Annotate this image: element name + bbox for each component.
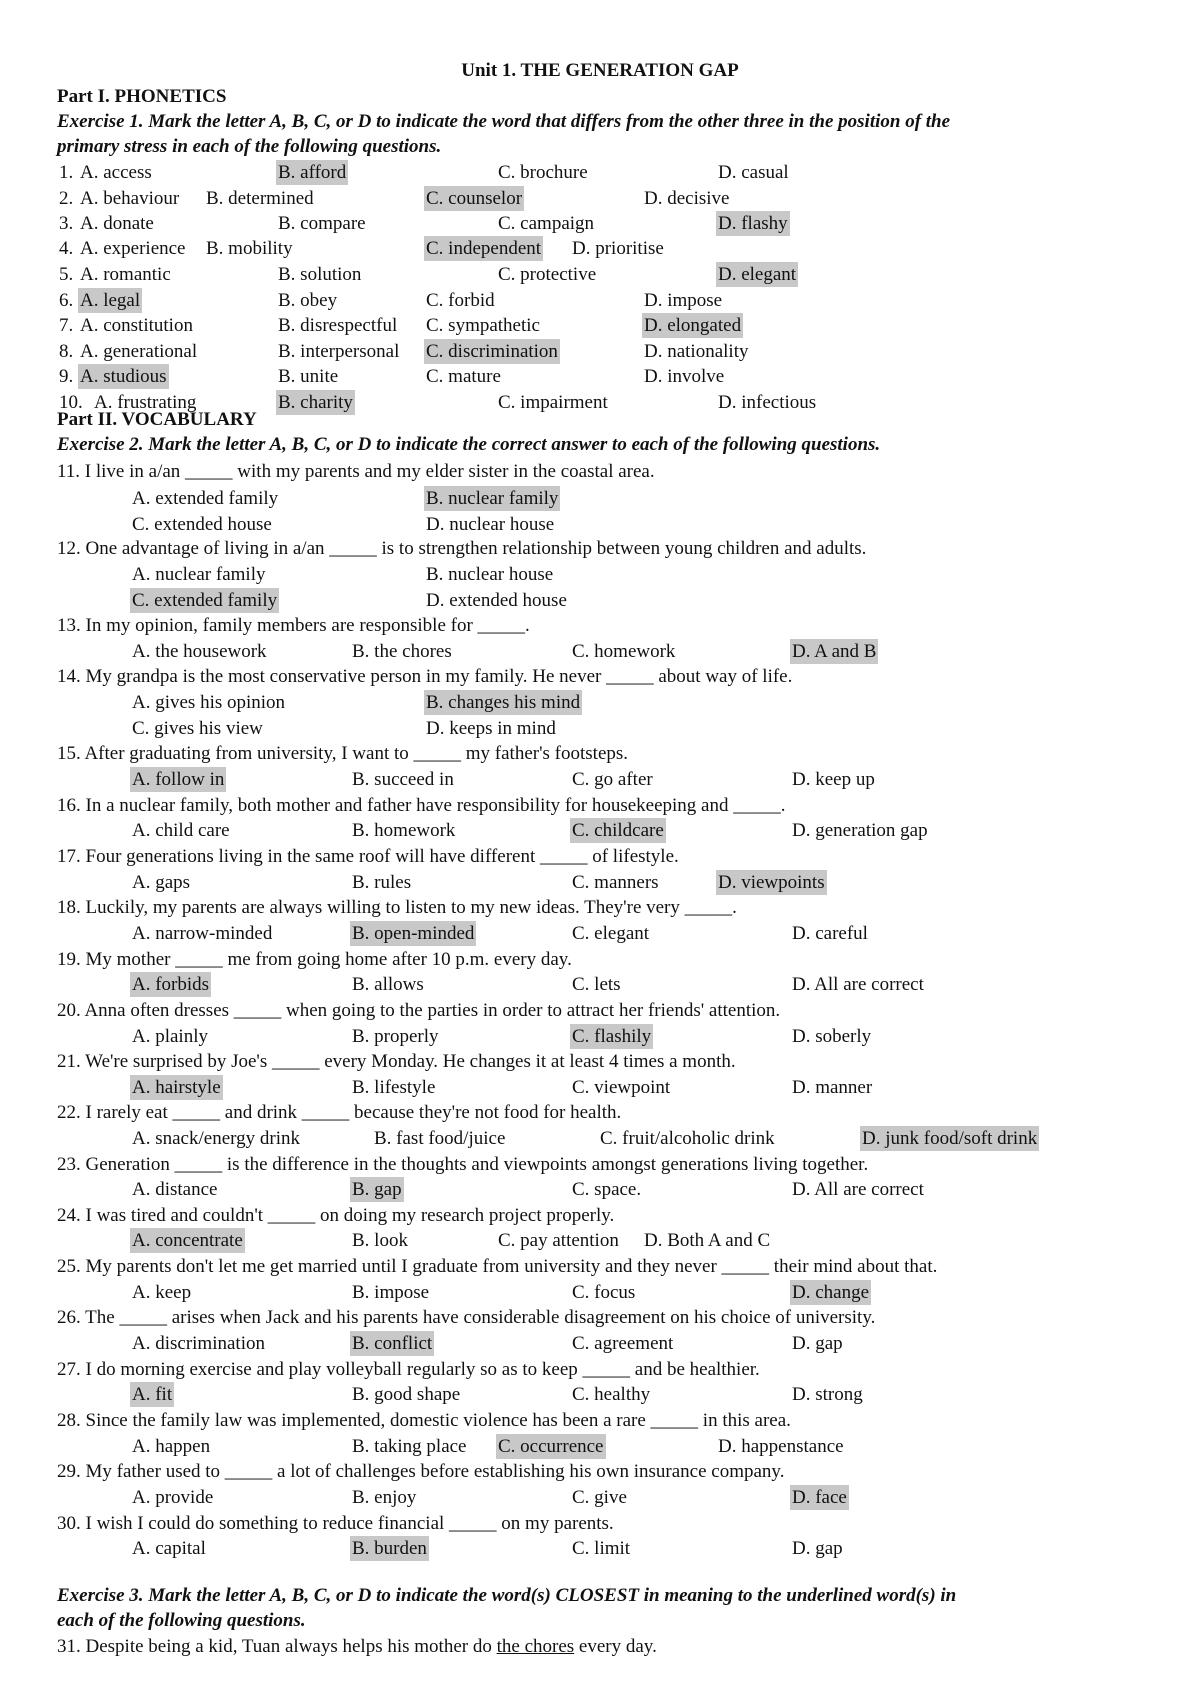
exercise1-instruction-line1: Exercise 1. Mark the letter A, B, C, or D to indicate the word that differs from the other three in the position of the	[57, 111, 951, 132]
option-c: C. homework	[572, 641, 676, 662]
option-b: B. burden	[352, 1538, 427, 1559]
question-30-options	[0, 1536, 1200, 1561]
option-a: A. gives his opinion	[132, 692, 286, 713]
question-23-options	[0, 1177, 1200, 1202]
option-c: C. fruit/alcoholic drink	[600, 1128, 775, 1149]
option-a: A. nuclear family	[132, 564, 266, 585]
option-a: A. gaps	[132, 872, 191, 893]
question-31	[57, 1634, 1200, 1659]
question-12-stem: 12. One advantage of living in a/an _____ is to strengthen relationship between young children and adults.	[57, 538, 867, 559]
phonetics-question-1	[0, 160, 1200, 185]
option-a: A. extended family	[132, 488, 279, 509]
phonetics-question-6	[0, 288, 1200, 313]
question-21-options	[0, 1075, 1200, 1100]
option-d: D. Both A and C	[644, 1230, 771, 1251]
option-a: A. behaviour	[80, 188, 180, 209]
option-d: D. strong	[792, 1384, 863, 1405]
question-16-options	[0, 818, 1200, 843]
option-b: B. properly	[352, 1026, 439, 1047]
exercise3-instruction-line1: Exercise 3. Mark the letter A, B, C, or D to indicate the word(s) CLOSEST in meaning to the underlined word(s) in	[57, 1585, 957, 1606]
question-22-stem: 22. I rarely eat _____ and drink _____ because they're not food for health.	[57, 1102, 622, 1123]
phonetics-question-5	[0, 262, 1200, 287]
question-20-options	[0, 1024, 1200, 1049]
option-c: C. go after	[572, 769, 653, 790]
option-a: A. studious	[80, 366, 167, 387]
option-b: B. enjoy	[352, 1487, 417, 1508]
option-d: D. All are correct	[792, 1179, 924, 1200]
option-c: C. manners	[572, 872, 659, 893]
question-number: 10.	[59, 392, 83, 413]
option-c: C. flashily	[572, 1026, 652, 1047]
option-d: D. gap	[792, 1333, 843, 1354]
option-b: B. mobility	[206, 238, 293, 259]
option-a: A. frustrating	[94, 392, 197, 413]
question-25-stem: 25. My parents don't let me get married until I graduate from university and they never _____ their mind about that.	[57, 1256, 938, 1277]
question-17-options	[0, 870, 1200, 895]
option-b: B. gap	[352, 1179, 402, 1200]
option-a: A. distance	[132, 1179, 218, 1200]
option-d: D. prioritise	[572, 238, 664, 259]
option-d: D. viewpoints	[718, 872, 825, 893]
option-c: C. space.	[572, 1179, 642, 1200]
question-number: 8.	[59, 341, 74, 362]
option-b: B. conflict	[352, 1333, 433, 1354]
option-b: B. afford	[278, 162, 347, 183]
question-18-options	[0, 921, 1200, 946]
option-a: A. snack/energy drink	[132, 1128, 300, 1149]
option-d: D. involve	[644, 366, 725, 387]
option-d: D. soberly	[792, 1026, 872, 1047]
option-b: B. look	[352, 1230, 408, 1251]
option-d: D. extended house	[426, 590, 567, 611]
question-15-options	[0, 767, 1200, 792]
question-16-stem: 16. In a nuclear family, both mother and father have responsibility for housekeeping and _____.	[57, 795, 786, 816]
option-a: A. fit	[132, 1384, 173, 1405]
option-a: A. discrimination	[132, 1333, 265, 1354]
option-b: B. determined	[206, 188, 314, 209]
question-17-stem: 17. Four generations living in the same roof will have different _____ of lifestyle.	[57, 846, 679, 867]
question-13-stem: 13. In my opinion, family members are responsible for _____.	[57, 615, 530, 636]
option-d: D. flashy	[718, 213, 788, 234]
option-a: A. concentrate	[132, 1230, 243, 1251]
option-a: A. provide	[132, 1487, 214, 1508]
option-b: B. charity	[278, 392, 353, 413]
question-11-options	[0, 512, 1200, 537]
question-27-stem: 27. I do morning exercise and play volleyball regularly so as to keep _____ and be healthier.	[57, 1359, 760, 1380]
question-24-options	[0, 1228, 1200, 1253]
option-a: A. romantic	[80, 264, 171, 285]
option-c: C. focus	[572, 1282, 636, 1303]
option-b: B. the chores	[352, 641, 452, 662]
exercise2-instruction: Exercise 2. Mark the letter A, B, C, or D to indicate the correct answer to each of the following questions.	[57, 434, 881, 455]
question-15-stem: 15. After graduating from university, I want to _____ my father's footsteps.	[57, 743, 629, 764]
option-d: D. happenstance	[718, 1436, 844, 1457]
option-a: A. experience	[80, 238, 186, 259]
option-c: C. limit	[572, 1538, 631, 1559]
question-11-stem: 11. I live in a/an _____ with my parents and my elder sister in the coastal area.	[57, 461, 655, 482]
exercise3-instruction-line2: each of the following questions.	[57, 1610, 306, 1631]
question-31-text-after: every day.	[574, 1636, 657, 1657]
question-25-options	[0, 1280, 1200, 1305]
option-c: C. sympathetic	[426, 315, 540, 336]
option-b: B. disrespectful	[278, 315, 398, 336]
option-a: A. legal	[80, 290, 141, 311]
option-d: D. change	[792, 1282, 870, 1303]
option-b: B. good shape	[352, 1384, 461, 1405]
question-19-stem: 19. My mother _____ me from going home after 10 p.m. every day.	[57, 949, 572, 970]
option-c: C. impairment	[498, 392, 608, 413]
option-a: A. forbids	[132, 974, 210, 995]
option-d: D. nationality	[644, 341, 749, 362]
option-d: D. keeps in mind	[426, 718, 556, 739]
question-22-options	[0, 1126, 1200, 1151]
question-18-stem: 18. Luckily, my parents are always willing to listen to my new ideas. They're very _____.	[57, 897, 737, 918]
option-c: C. brochure	[498, 162, 588, 183]
question-30-stem: 30. I wish I could do something to reduce financial _____ on my parents.	[57, 1513, 614, 1534]
option-c: C. pay attention	[498, 1230, 619, 1251]
option-b: B. nuclear house	[426, 564, 554, 585]
option-d: D. impose	[644, 290, 723, 311]
option-b: B. changes his mind	[426, 692, 581, 713]
option-d: D. A and B	[792, 641, 877, 662]
option-a: A. child care	[132, 820, 230, 841]
option-a: A. constitution	[80, 315, 193, 336]
option-a: A. narrow-minded	[132, 923, 273, 944]
option-b: B. solution	[278, 264, 362, 285]
option-c: C. viewpoint	[572, 1077, 671, 1098]
option-c: C. lets	[572, 974, 621, 995]
option-d: D. infectious	[718, 392, 817, 413]
option-d: D. casual	[718, 162, 789, 183]
option-c: C. gives his view	[132, 718, 263, 739]
option-d: D. elongated	[644, 315, 742, 336]
question-11-options	[0, 486, 1200, 511]
option-a: A. keep	[132, 1282, 192, 1303]
option-b: B. taking place	[352, 1436, 467, 1457]
option-d: D. elegant	[718, 264, 797, 285]
question-24-stem: 24. I was tired and couldn't _____ on doing my research project properly.	[57, 1205, 615, 1226]
option-a: A. capital	[132, 1538, 206, 1559]
option-b: B. lifestyle	[352, 1077, 436, 1098]
question-13-options	[0, 639, 1200, 664]
option-c: C. forbid	[426, 290, 495, 311]
question-26-stem: 26. The _____ arises when Jack and his parents have considerable disagreement on his choice of university.	[57, 1307, 876, 1328]
option-b: B. unite	[278, 366, 339, 387]
question-23-stem: 23. Generation _____ is the difference in the thoughts and viewpoints amongst generations living together.	[57, 1154, 869, 1175]
option-d: D. junk food/soft drink	[862, 1128, 1038, 1149]
option-b: B. rules	[352, 872, 412, 893]
question-29-options	[0, 1485, 1200, 1510]
option-b: B. interpersonal	[278, 341, 400, 362]
option-d: D. All are correct	[792, 974, 924, 995]
option-d: D. manner	[792, 1077, 873, 1098]
option-c: C. healthy	[572, 1384, 651, 1405]
option-b: B. homework	[352, 820, 456, 841]
question-number: 2.	[59, 188, 74, 209]
option-b: B. allows	[352, 974, 424, 995]
question-number: 5.	[59, 264, 74, 285]
question-29-stem: 29. My father used to _____ a lot of challenges before establishing his own insurance company.	[57, 1461, 785, 1482]
option-b: B. nuclear family	[426, 488, 559, 509]
question-12-options	[0, 588, 1200, 613]
phonetics-question-4	[0, 236, 1200, 261]
question-14-options	[0, 716, 1200, 741]
option-d: D. generation gap	[792, 820, 928, 841]
question-number: 9.	[59, 366, 74, 387]
page-title: Unit 1. THE GENERATION GAP	[461, 60, 739, 81]
question-14-stem: 14. My grandpa is the most conservative person in my family. He never _____ about way of life.	[57, 666, 793, 687]
option-d: D. nuclear house	[426, 514, 555, 535]
option-d: D. face	[792, 1487, 847, 1508]
option-c: C. campaign	[498, 213, 595, 234]
option-c: C. extended house	[132, 514, 272, 535]
question-12-options	[0, 562, 1200, 587]
question-31-text-before: 31. Despite being a kid, Tuan always helps his mother do	[57, 1636, 497, 1657]
option-b: B. impose	[352, 1282, 430, 1303]
option-c: C. discrimination	[426, 341, 558, 362]
option-d: D. careful	[792, 923, 868, 944]
option-c: C. give	[572, 1487, 627, 1508]
option-b: B. compare	[278, 213, 366, 234]
question-14-options	[0, 690, 1200, 715]
option-c: C. childcare	[572, 820, 664, 841]
option-c: C. extended family	[132, 590, 278, 611]
question-number: 3.	[59, 213, 74, 234]
option-c: C. counselor	[426, 188, 523, 209]
question-number: 7.	[59, 315, 74, 336]
question-19-options	[0, 972, 1200, 997]
option-c: C. elegant	[572, 923, 650, 944]
option-a: A. plainly	[132, 1026, 208, 1047]
phonetics-question-8	[0, 339, 1200, 364]
question-28-options	[0, 1434, 1200, 1459]
phonetics-question-2	[0, 186, 1200, 211]
option-c: C. agreement	[572, 1333, 674, 1354]
part2-heading: Part II. VOCABULARY	[57, 409, 257, 430]
question-number: 1.	[59, 162, 74, 183]
option-b: B. obey	[278, 290, 338, 311]
phonetics-question-3	[0, 211, 1200, 236]
exercise1-instruction-line2: primary stress in each of the following questions.	[57, 136, 442, 157]
option-c: C. mature	[426, 366, 501, 387]
question-28-stem: 28. Since the family law was implemented, domestic violence has been a rare _____ in this area.	[57, 1410, 791, 1431]
option-c: C. protective	[498, 264, 597, 285]
option-c: C. occurrence	[498, 1436, 604, 1457]
option-a: A. donate	[80, 213, 154, 234]
question-27-options	[0, 1382, 1200, 1407]
option-a: A. happen	[132, 1436, 211, 1457]
option-b: B. open-minded	[352, 923, 475, 944]
question-number: 4.	[59, 238, 74, 259]
option-a: A. generational	[80, 341, 198, 362]
question-number: 6.	[59, 290, 74, 311]
option-d: D. keep up	[792, 769, 875, 790]
part1-heading: Part I. PHONETICS	[57, 86, 227, 107]
question-20-stem: 20. Anna often dresses _____ when going to the parties in order to attract her friends' attention.	[57, 1000, 781, 1021]
question-26-options	[0, 1331, 1200, 1356]
option-a: A. the housework	[132, 641, 267, 662]
option-d: D. gap	[792, 1538, 843, 1559]
option-a: A. access	[80, 162, 152, 183]
option-b: B. succeed in	[352, 769, 454, 790]
option-b: B. fast food/juice	[374, 1128, 506, 1149]
phonetics-question-9	[0, 364, 1200, 389]
option-c: C. independent	[426, 238, 542, 259]
option-a: A. follow in	[132, 769, 225, 790]
phonetics-question-7	[0, 313, 1200, 338]
option-d: D. decisive	[644, 188, 730, 209]
question-21-stem: 21. We're surprised by Joe's _____ every Monday. He changes it at least 4 times a month.	[57, 1051, 736, 1072]
option-a: A. hairstyle	[132, 1077, 221, 1098]
question-31-underlined: the chores	[496, 1636, 575, 1657]
